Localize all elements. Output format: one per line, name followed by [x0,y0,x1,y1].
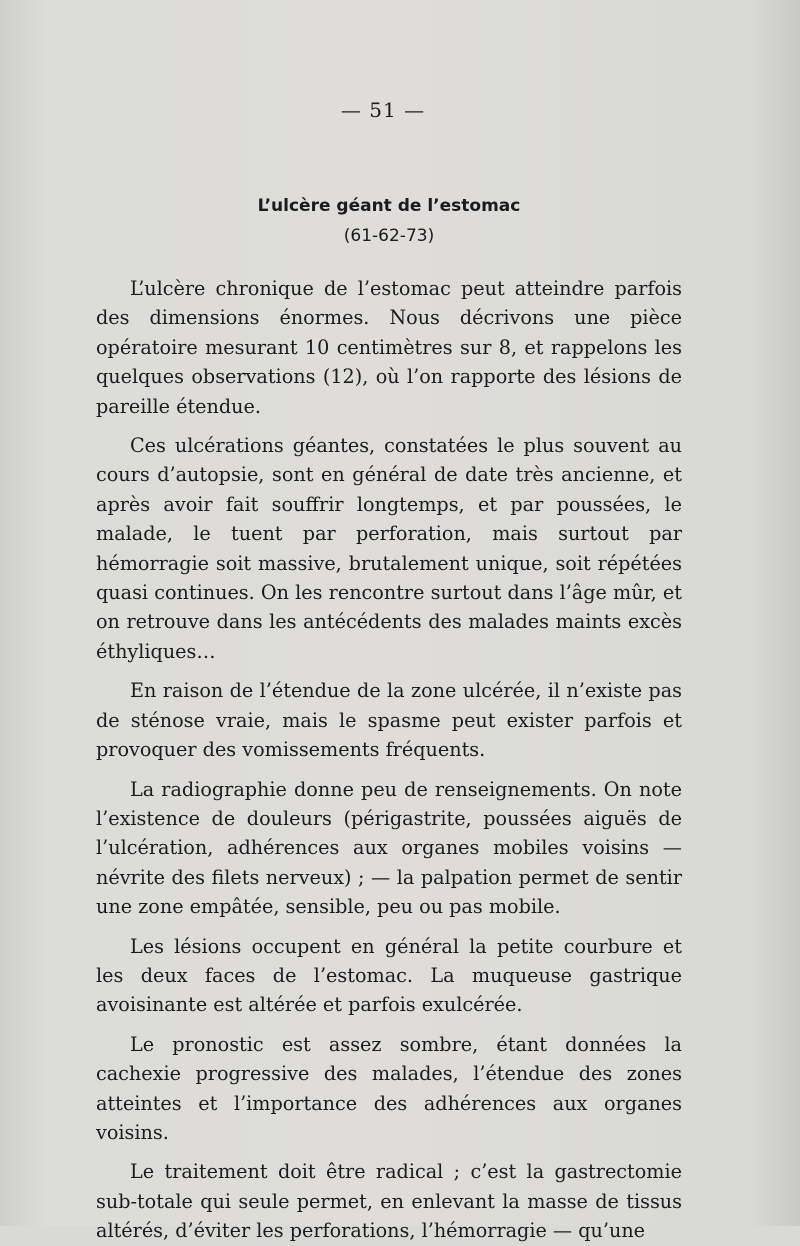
section-subtitle: (61-62-73) [343,226,435,246]
paragraph-6: Le pronostic est assez sombre, étant données la cachexie progressive des malades, l’étendue des zones atteintes et l’importance des adhérences aux organes voisins. [96,1032,682,1144]
paragraph-1: L’ulcère chronique de l’estomac peut atteindre parfois des dimensions énormes. Nous décrivons une pièce opératoire mesurant 10 centimètres sur 8, et rappelons les quelques observations (12), où l’on rapporte des lésions de pareille étendue. [96,277,682,418]
paragraph-3: En raison de l’étendue de la zone ulcérée, il n’existe pas de sténose vraie, mais le spasme peut exister parfois et provoquer des vomissements fréquents. [96,679,682,762]
body-text [96,274,682,1246]
paragraph-5: Les lésions occupent en général la petite courbure et les deux faces de l’estomac. La muqueuse gastrique avoisinante est altérée et parfois exulcérée. [96,934,682,1017]
page-number: — 51 — [340,98,426,122]
paragraph-7: Le traitement doit être radical ; c’est la gastrectomie sub-totale qui seule permet, en enlevant la masse de tissus altérés, d’éviter les perforations, l’hémorragie — qu’une [96,1160,682,1243]
paragraph-2: Ces ulcérations géantes, constatées le plus souvent au cours d’autopsie, sont en général de date très ancienne, et après avoir fait souffrir longtemps, et par poussées, le malade, le tuent par perforation, mais surtout par hémorragie soit massive, brutalement unique, soit répétées quasi continues. On les rencontre surtout dans l’âge mûr, et on retrouve dans les antécédents des malades maints excès éthyliques… [96,434,682,663]
section-title: L’ulcère géant de l’estomac [257,196,521,216]
paragraph-4: La radiographie donne peu de renseignements. On note l’existence de douleurs (périgastrite, poussées aiguës de l’ulcération, adhérences aux organes mobiles voisins — névrite des filets nerveux) ; — la palpation permet de sentir une zone empâtée, sensible, peu ou pas mobile. [96,777,682,919]
